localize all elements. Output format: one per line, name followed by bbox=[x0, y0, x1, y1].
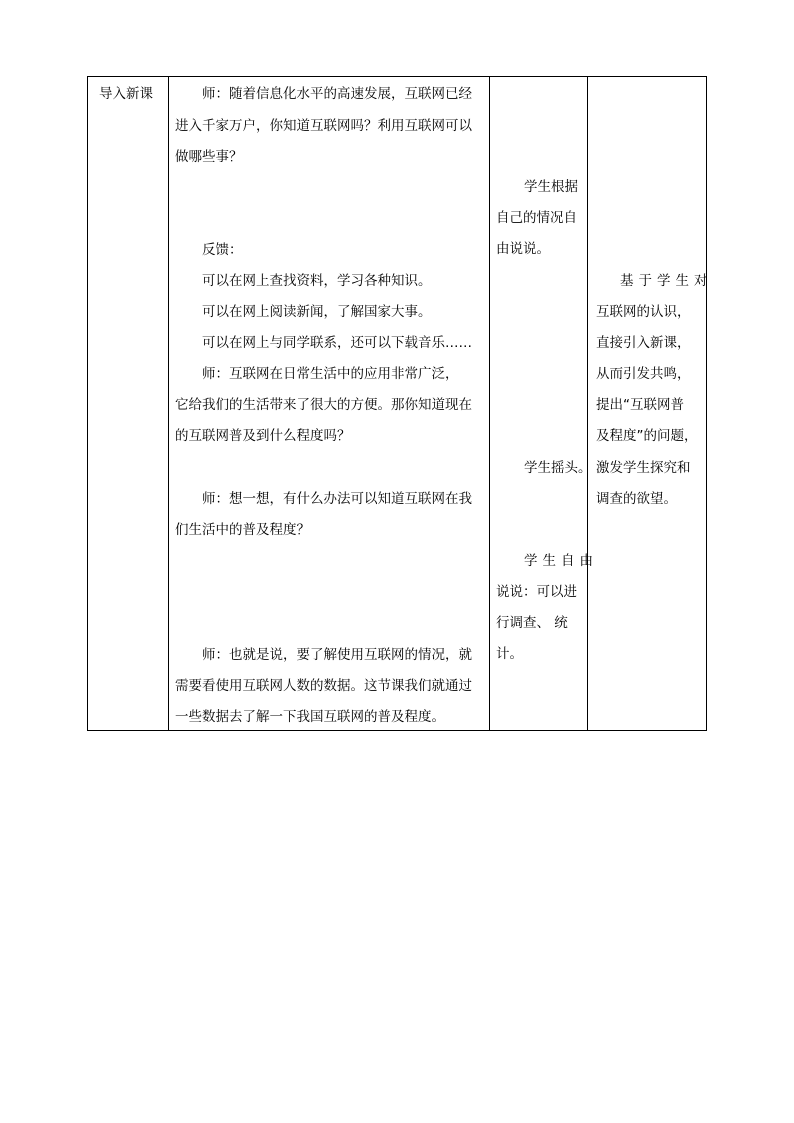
design-line: 基于学生对 bbox=[620, 273, 713, 289]
student-line: 学生根据 bbox=[524, 179, 578, 195]
teacher-line: 可以在网上查找资料，学习各种知识。 bbox=[202, 273, 432, 289]
teacher-line: 一些数据去了解一下我国互联网的普及程度。 bbox=[175, 709, 445, 725]
teacher-line: 它给我们的生活带来了很大的方便。那你知道现在 bbox=[175, 397, 472, 413]
teacher-line: 师：互联网在日常生活中的应用非常广泛， bbox=[202, 366, 459, 382]
lesson-plan-table bbox=[87, 76, 713, 731]
design-line: 互联网的认识， bbox=[596, 304, 691, 320]
student-line: 说说：可以进 bbox=[496, 584, 577, 600]
teacher-line: 的互联网普及到什么程度吗？ bbox=[175, 428, 351, 444]
teacher-line: 师：随着信息化水平的高速发展，互联网已经 bbox=[202, 86, 472, 102]
teacher-line: 师：也就是说，要了解使用互联网的情况，就 bbox=[202, 647, 472, 663]
student-line: 行调查、 统 bbox=[496, 615, 568, 631]
student-line: 学生自由 bbox=[524, 553, 598, 569]
teacher-line: 反馈： bbox=[202, 242, 243, 258]
student-line: 计。 bbox=[496, 646, 523, 662]
teacher-line: 师：想一想，有什么办法可以知道互联网在我 bbox=[202, 491, 472, 507]
stage-cell bbox=[88, 77, 169, 730]
stage-label: 导入新课 bbox=[99, 86, 153, 102]
design-line: 调查的欲望。 bbox=[596, 491, 677, 507]
design-line: 激发学生探究和 bbox=[596, 460, 691, 476]
teacher-line: 可以在网上与同学联系，还可以下载音乐…… bbox=[202, 335, 472, 351]
teacher-line: 进入千家万户，你知道互联网吗？利用互联网可以 bbox=[175, 118, 472, 134]
teacher-activity-cell bbox=[169, 77, 490, 730]
design-line: 提出“互联网普 bbox=[596, 397, 684, 413]
teacher-line: 需要看使用互联网人数的数据。这节课我们就通过 bbox=[175, 678, 472, 694]
student-activity-cell bbox=[490, 77, 598, 730]
teacher-line: 可以在网上阅读新闻，了解国家大事。 bbox=[202, 304, 432, 320]
design-line: 及程度”的问题， bbox=[596, 428, 698, 444]
teacher-line: 们生活中的普及程度？ bbox=[175, 522, 310, 538]
design-line: 从而引发共鸣， bbox=[596, 366, 691, 382]
design-intent-cell bbox=[588, 77, 713, 730]
design-line: 直接引入新课， bbox=[596, 335, 691, 351]
student-line: 学生摇头。 bbox=[524, 460, 592, 476]
student-line: 由说说。 bbox=[496, 241, 550, 257]
teacher-line: 做哪些事？ bbox=[175, 149, 243, 165]
student-line: 自己的情况自 bbox=[496, 210, 577, 226]
